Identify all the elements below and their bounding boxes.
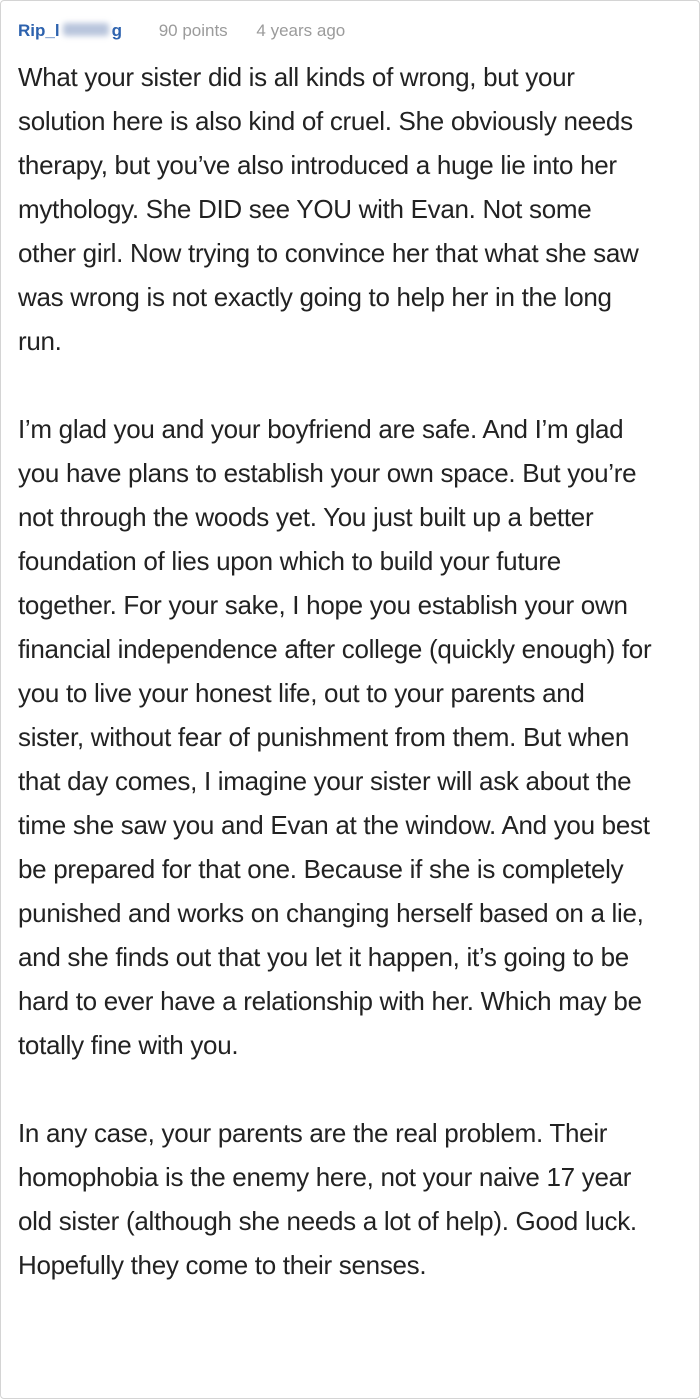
timestamp-label: 4 years ago (256, 21, 346, 40)
username-link[interactable] (18, 21, 122, 40)
comment-body (18, 55, 655, 1287)
username-redaction-blur (63, 23, 109, 36)
username-prefix: Rip_l (18, 21, 60, 40)
username-suffix: g (111, 21, 122, 40)
points-label: 90 points (158, 21, 228, 40)
comment-paragraph-1: What your sister did is all kinds of wrong, but your solution here is also kind of cruel. She obviously needs therapy, but you’ve also introduced a huge lie into her mythology. She DID see YOU with Evan. Not some other girl. Now trying to convince her that what she saw was wrong is not exactly going to help her in the long run. (18, 62, 639, 356)
comment-paragraph-2: I’m glad you and your boyfriend are safe. And I’m glad you have plans to establish your own space. But you’re not through the woods yet. You just built up a better foundation of lies upon which to build your future together. For your sake, I hope you establish your own financial independence after college (quickly enough) for you to live your honest life, out to your parents and sister, without fear of punishment from them. But when that day comes, I imagine your sister will ask about the time she saw you and Evan at the window. And you best be prepared for that one. Because if she is completely punished and works on changing herself based on a lie, and she finds out that you let it happen, it’s going to be hard to ever have a relationship with her. Which may be totally fine with you. (18, 414, 652, 1060)
comment-paragraph-3: In any case, your parents are the real problem. Their homophobia is the enemy here, not your naive 17 year old sister (although she needs a lot of help). Good luck. Hopefully they come to their senses. (18, 1118, 637, 1280)
comment-header (18, 20, 655, 42)
